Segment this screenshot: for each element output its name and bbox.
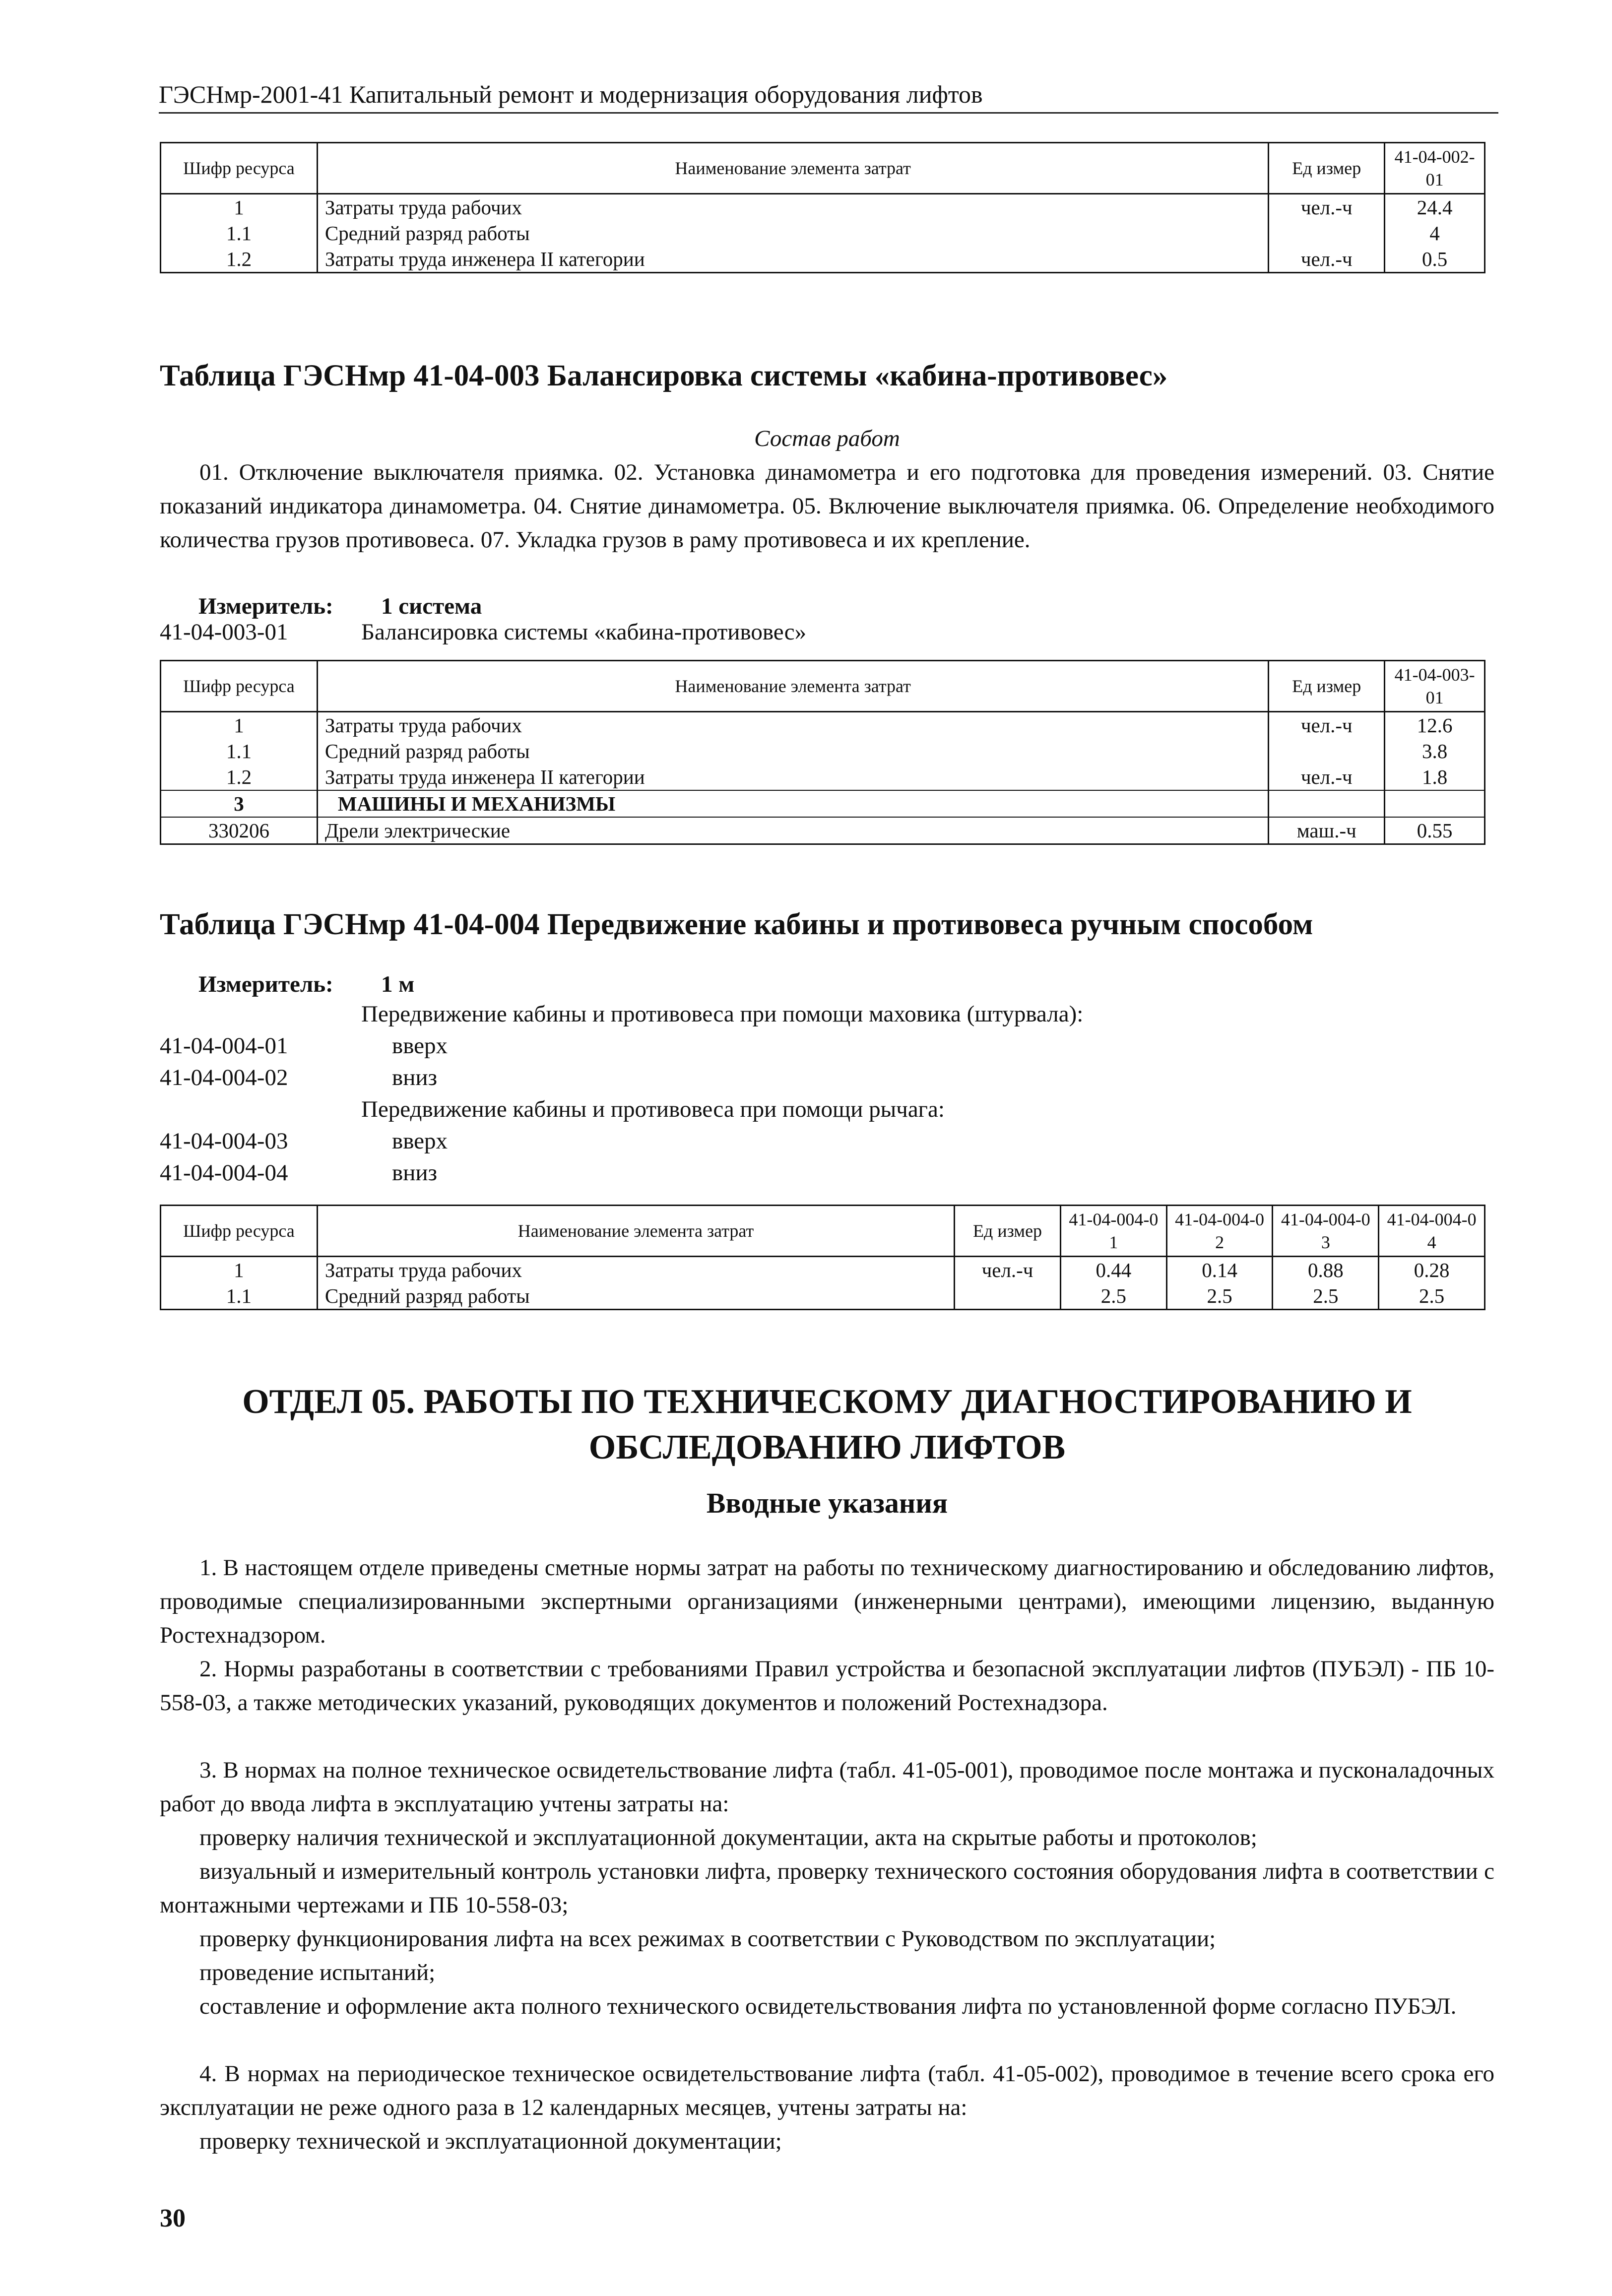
table-row [161,790,1485,817]
norm-description: вверх [392,1033,448,1059]
cell: 3 [161,790,318,817]
cell: 0.28 [1379,1257,1485,1283]
table-row [161,712,1485,739]
paragraph-4: 4. В нормах на периодическое техническое освидетельствование лифта (табл. 41-05-002), проводимое в течение всего срока его эксплуатации не реже одного раза в 12 календарных месяцев, учтены затраты на: [160,2061,1494,2120]
header-cell: 41-04-003-01 [1385,661,1485,712]
cell: 1.8 [1385,764,1485,790]
table-row [161,1257,1485,1283]
paragraph-3e: составление и оформление акта полного технического освидетельствования лифта по установленной форме согласно ПУБЭЛ. [199,1993,1457,2019]
norm-description: вверх [392,1128,448,1154]
cell: 24.4 [1385,194,1485,221]
cell: чел.-ч [955,1257,1061,1283]
cell: 1 [161,712,318,739]
header-cell: Наименование элемента затрат [317,143,1268,194]
cell: 2.5 [1060,1283,1166,1310]
cell: Затраты труда рабочих [317,194,1268,221]
group-heading: Передвижение кабины и противовеса при помощи рычага: [361,1096,945,1122]
department-title-line-2: ОБСЛЕДОВАНИЮ ЛИФТОВ [588,1428,1066,1467]
cell: 1.1 [161,1283,318,1310]
norm-code: 41-04-004-04 [160,1160,288,1186]
cell: 330206 [161,817,318,844]
cell: Затраты труда рабочих [317,1257,954,1283]
table-row [161,194,1485,221]
cell: Затраты труда инженера II категории [317,764,1268,790]
header-cell: Ед измер [955,1206,1061,1257]
paragraph-4a: проверку технической и эксплуатационной документации; [199,2128,782,2154]
cell: Средний разряд работы [317,738,1268,764]
meter-value: 1 система [381,593,482,619]
paragraph-3: 3. В нормах на полное техническое освидетельствование лифта (табл. 41-05-001), проводимое после монтажа и пусконаладочных работ до ввода лифта в эксплуатацию учтены затраты на: [160,1757,1494,1817]
cell: 2.5 [1379,1283,1485,1310]
cell: 0.55 [1385,817,1485,844]
header-cell: Шифр ресурса [161,143,318,194]
meter-label: Измеритель: [198,593,333,619]
cell: чел.-ч [1269,712,1385,739]
cell: чел.-ч [1269,764,1385,790]
cell: Дрели электрические [317,817,1268,844]
cell: Затраты труда инженера II категории [317,246,1268,273]
cell: 2.5 [1166,1283,1273,1310]
paragraph-3a: проверку наличия технической и эксплуатационной документации, акта на скрытые работы и протоколов; [199,1825,1257,1850]
table-41-04-003 [160,660,1485,845]
cell [1269,790,1385,817]
header-cell: Шифр ресурса [161,661,318,712]
cell: МАШИНЫ И МЕХАНИЗМЫ [317,790,1268,817]
table-row [161,764,1485,790]
table-header-row [161,143,1485,194]
header-cell: 41-04-004-04 [1379,1206,1485,1257]
cell: Средний разряд работы [317,1283,954,1310]
cell: 3.8 [1385,738,1485,764]
cell [955,1283,1061,1310]
cell [1269,220,1385,246]
table-41-04-002 [160,142,1485,273]
header-cell: 41-04-002-01 [1385,143,1485,194]
paragraph-3c: проверку функционирования лифта на всех режимах в соответствии с Руководством по эксплуатации; [199,1926,1216,1952]
norm-description: вниз [392,1160,438,1186]
cell: 1.2 [161,764,318,790]
table-row [161,220,1485,246]
table-title-004: Таблица ГЭСНмр 41-04-004 Передвижение кабины и противовеса ручным способом [160,908,1313,941]
header-cell: 41-04-004-03 [1273,1206,1379,1257]
table-header-row [161,1206,1485,1257]
cell: 4 [1385,220,1485,246]
meter-value: 1 м [381,971,415,997]
composition-text: 01. Отключение выключателя приямка. 02. Установка динамометра и его подготовка для проведения измерений. 03. Снятие показаний индикатора динамометра. 04. Снятие динамометра. 05. Включение выключателя приямка. 06. Определение необходимого количества грузов противовеса. 07. Укладка грузов в раму противовеса и их крепление. [160,459,1494,553]
header-cell: Наименование элемента затрат [317,661,1268,712]
cell: 1 [161,1257,318,1283]
cell: 1.1 [161,738,318,764]
norm-description: вниз [392,1065,438,1090]
table-row [161,1283,1485,1310]
cell: чел.-ч [1269,246,1385,273]
cell: чел.-ч [1269,194,1385,221]
header-cell: Шифр ресурса [161,1206,318,1257]
table-41-04-004 [160,1205,1485,1310]
header-cell: Ед измер [1269,661,1385,712]
department-subtitle: Вводные указания [706,1487,948,1519]
norm-code: 41-04-004-02 [160,1065,288,1090]
table-row [161,817,1485,844]
cell: 1.1 [161,220,318,246]
cell: 2.5 [1273,1283,1379,1310]
norm-description: Балансировка системы «кабина-противовес» [361,619,807,645]
cell [1269,738,1385,764]
table-row [161,246,1485,273]
table-header-row [161,661,1485,712]
cell: 0.14 [1166,1257,1273,1283]
running-header: ГЭСНмр-2001-41 Капитальный ремонт и модернизация оборудования лифтов [159,78,1498,114]
cell: 0.5 [1385,246,1485,273]
paragraph-3d: проведение испытаний; [199,1960,436,1985]
table-title-003: Таблица ГЭСНмр 41-04-003 Балансировка системы «кабина-противовес» [160,359,1168,392]
group-heading: Передвижение кабины и противовеса при помощи маховика (штурвала): [361,1001,1084,1027]
paragraph-2: 2. Нормы разработаны в соответствии с требованиями Правил устройства и безопасной эксплуатации лифтов (ПУБЭЛ) - ПБ 10-558-03, а также методических указаний, руководящих документов и положений Ростехнадзора. [160,1656,1494,1716]
cell: маш.-ч [1269,817,1385,844]
paragraph-1: 1. В настоящем отделе приведены сметные нормы затрат на работы по техническому диагностированию и обследованию лифтов, проводимые специализированными экспертными организациями (инженерными центрами), имеющими лицензию, выданную Ростехнадзором. [160,1555,1494,1648]
norm-code: 41-04-003-01 [160,619,288,645]
table-row [161,738,1485,764]
cell: 1.2 [161,246,318,273]
cell: Затраты труда рабочих [317,712,1268,739]
cell: 0.88 [1273,1257,1379,1283]
header-cell: Ед измер [1269,143,1385,194]
cell: Средний разряд работы [317,220,1268,246]
norm-code: 41-04-004-01 [160,1033,288,1059]
cell: 1 [161,194,318,221]
header-cell: 41-04-004-02 [1166,1206,1273,1257]
paragraph-3b: визуальный и измерительный контроль установки лифта, проверку технического состояния оборудования лифта в соответствии с монтажными чертежами и ПБ 10-558-03; [160,1858,1494,1918]
cell: 0.44 [1060,1257,1166,1283]
page-number: 30 [160,2204,186,2232]
meter-label: Измеритель: [198,971,333,997]
header-cell: Наименование элемента затрат [317,1206,954,1257]
composition-heading: Состав работ [754,426,900,451]
cell [1385,790,1485,817]
norm-code: 41-04-004-03 [160,1128,288,1154]
cell: 12.6 [1385,712,1485,739]
header-cell: 41-04-004-01 [1060,1206,1166,1257]
department-title-line-1: ОТДЕЛ 05. РАБОТЫ ПО ТЕХНИЧЕСКОМУ ДИАГНОСТИРОВАНИЮ И [242,1383,1412,1421]
